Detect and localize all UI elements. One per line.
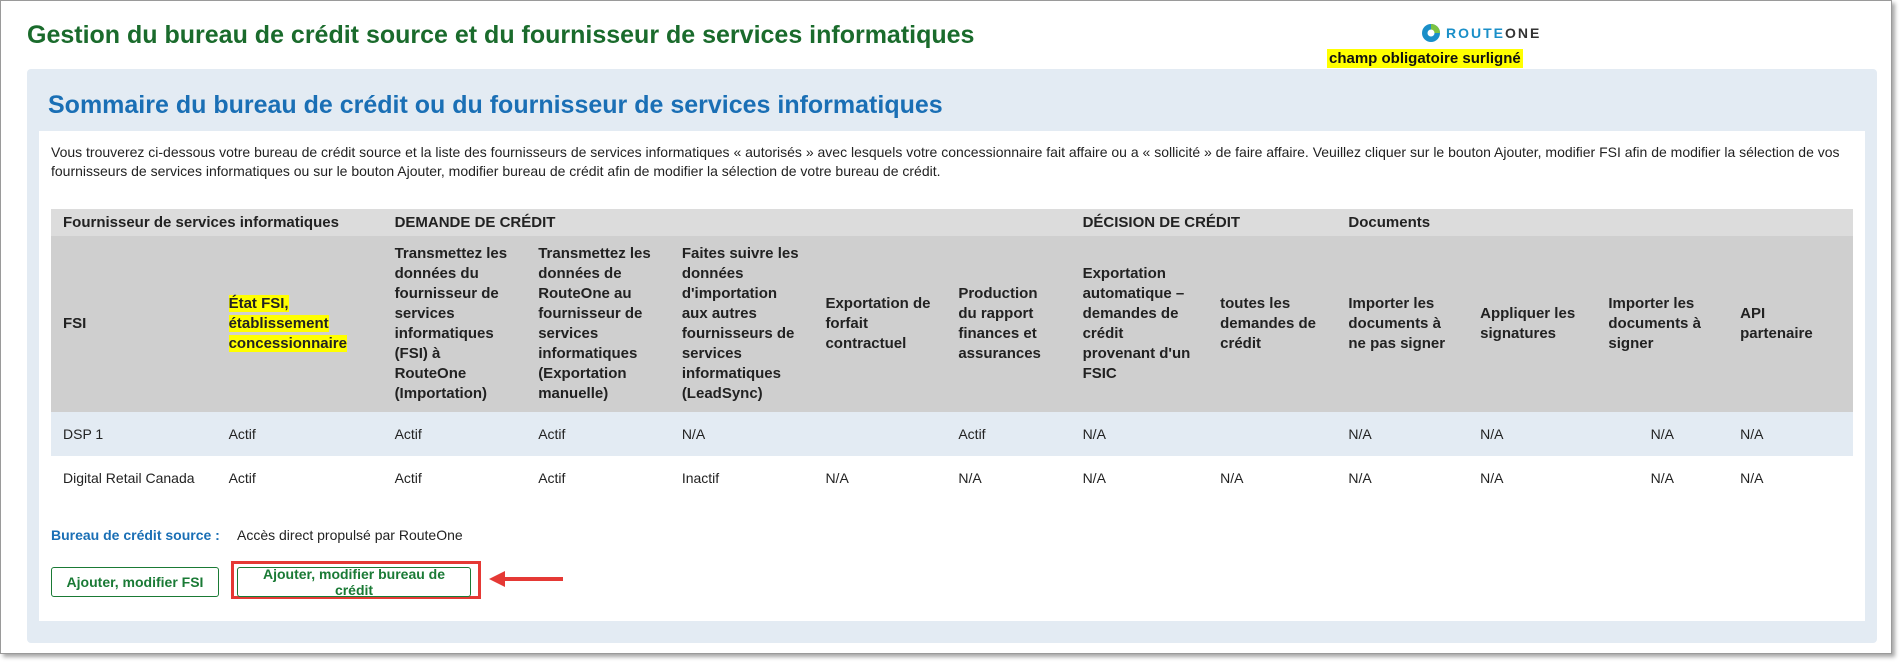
table-cell: N/A [1740, 470, 1764, 486]
col-header-auto-export: Exportation automatique – demandes de crédit provenant d'un FSIC [1071, 236, 1209, 412]
fsi-table [51, 209, 1853, 500]
table-cell: N/A [1596, 412, 1728, 456]
table-cell: Inactif [681, 470, 720, 486]
col-header-import-unsigned: Importer les documents à ne pas signer [1336, 236, 1468, 412]
col-header-fsi-status [217, 236, 383, 412]
table-cell [1208, 412, 1336, 456]
table-cell: N/A [825, 470, 849, 486]
table-cell: N/A [1071, 412, 1209, 456]
routeone-logo [1421, 23, 1541, 43]
edit-fsi-button[interactable]: Ajouter, modifier FSI [51, 567, 219, 597]
col-header-fi-report: Production du rapport finances et assurances [946, 236, 1070, 412]
table-cell: N/A [1480, 470, 1504, 486]
table-row [51, 456, 1853, 500]
red-arrow-icon [489, 569, 565, 589]
table-cell: N/A [1082, 470, 1106, 486]
table-cell: Actif [946, 412, 1070, 456]
page-title: Gestion du bureau de crédit source et du fournisseur de services informatiques [27, 21, 975, 49]
group-header-documents: Documents [1336, 209, 1853, 236]
table-cell: N/A [670, 412, 814, 456]
logo-text: ROUTEONE [1446, 25, 1542, 41]
required-field-note: champ obligatoire surligné [1329, 50, 1521, 67]
credit-source-value: Accès direct propulsé par RouteOne [237, 527, 463, 543]
col-header-manual-export: Transmettez les données de RouteOne au fournisseur de services informatiques (Exportation manuelle) [526, 236, 670, 412]
table-cell: N/A [1336, 412, 1468, 456]
edit-credit-bureau-button[interactable]: Ajouter, modifier bureau de crédit [237, 567, 471, 597]
credit-source-label: Bureau de crédit source : [51, 527, 220, 543]
group-header-row [51, 209, 1853, 236]
group-header-credit-request: DEMANDE DE CRÉDIT [383, 209, 1071, 236]
col-header-contract-export: Exportation de forfait contractuel [813, 236, 946, 412]
col-header-all-requests: toutes les demandes de crédit [1208, 236, 1336, 412]
col-header-import: Transmettez les données du fournisseur de services informatiques (FSI) à RouteOne (Importation) [383, 236, 527, 412]
table-cell: N/A [1348, 470, 1372, 486]
col-header-partner-api: API partenaire [1728, 236, 1853, 412]
group-header-credit-decision: DÉCISION DE CRÉDIT [1071, 209, 1337, 236]
table-cell: Actif [383, 412, 527, 456]
intro-text: Vous trouverez ci-dessous votre bureau de crédit source et la liste des fournisseurs de services informatiques « autorisés » avec lesquels votre concessionnaire fait affaire ou a « sollicité » de faire affaire. Veuillez cliquer sur le bouton Ajouter, modifier FSI afin de modifier la sélection de vos fournisseurs de services informatiques ou sur le bouton Ajouter, modifier bureau de crédit afin de modifier la sélection de votre bureau de crédit. [51, 144, 1840, 179]
table-cell: Actif [394, 470, 422, 486]
table-cell: Actif [217, 412, 383, 456]
group-header-fsi: Fournisseur de services informatiques [51, 209, 383, 236]
required-column-label: État FSI, établissement concessionnaire [228, 295, 347, 352]
routeone-logo-icon [1421, 23, 1441, 43]
table-cell: DSP 1 [51, 412, 217, 456]
col-header-apply-signatures: Appliquer les signatures [1468, 236, 1596, 412]
table-cell: Actif [526, 412, 670, 456]
summary-title: Sommaire du bureau de crédit ou du fournisseur de services informatiques [48, 91, 943, 119]
summary-panel [27, 69, 1877, 643]
table-cell: N/A [1220, 470, 1244, 486]
col-header-fsi: FSI [51, 236, 217, 412]
table-cell: N/A [1728, 412, 1853, 456]
column-header-row [51, 236, 1853, 412]
summary-content [39, 131, 1865, 621]
col-header-leadsync: Faites suivre les données d'importation aux autres fournisseurs de services informatiques (LeadSync) [670, 236, 814, 412]
table-row [51, 412, 1853, 456]
table-cell: Digital Retail Canada [63, 470, 195, 486]
table-cell: Actif [228, 470, 256, 486]
table-cell: Actif [538, 470, 566, 486]
table-cell: N/A [1650, 470, 1674, 486]
col-header-import-signed: Importer les documents à signer [1596, 236, 1728, 412]
table-cell: N/A [1468, 412, 1596, 456]
table-cell: N/A [958, 470, 982, 486]
table-cell [813, 412, 946, 456]
